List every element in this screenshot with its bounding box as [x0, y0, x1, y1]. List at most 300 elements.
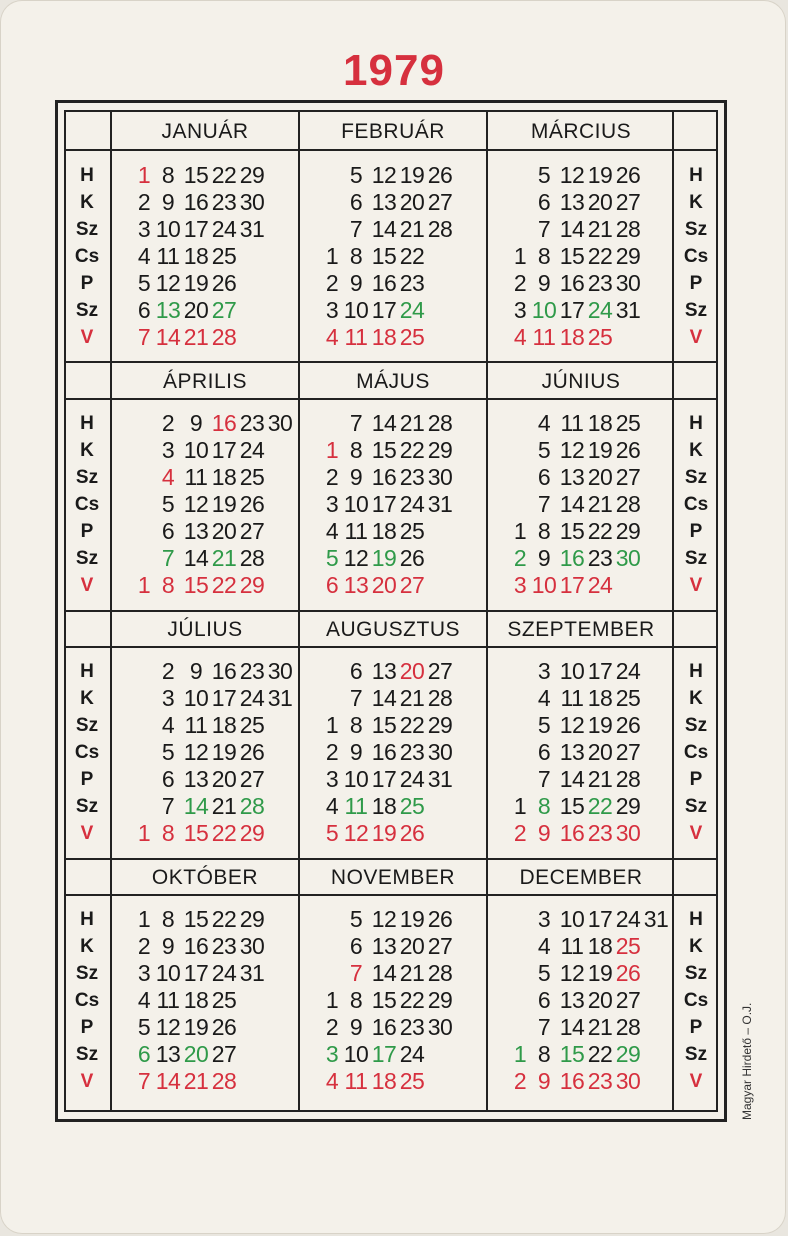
- empty-day: [266, 739, 294, 766]
- day-number: 17: [211, 437, 237, 463]
- day-label: Sz: [75, 467, 99, 488]
- empty-day: [510, 410, 530, 437]
- grid-line: [64, 361, 718, 363]
- day-label: Sz: [684, 963, 708, 984]
- day-number: 3: [537, 658, 551, 684]
- day-label: Sz: [75, 300, 99, 321]
- day-number: 21: [183, 1068, 209, 1094]
- day-number: 6: [137, 1041, 151, 1067]
- day-number: 10: [343, 491, 369, 517]
- day-number: 12: [155, 1014, 181, 1040]
- day-number: 24: [399, 1041, 425, 1067]
- day-number: 1: [325, 243, 339, 269]
- day-number: 2: [513, 1068, 527, 1094]
- day-number: 19: [183, 270, 209, 296]
- empty-day: [510, 766, 530, 793]
- day-number: 5: [349, 906, 363, 932]
- day-number: 17: [371, 766, 397, 792]
- day-number: 1: [513, 793, 527, 819]
- day-number: 22: [399, 437, 425, 463]
- empty-day: [322, 216, 342, 243]
- day-label: Sz: [75, 548, 99, 569]
- day-number: 18: [371, 324, 397, 350]
- day-number: 29: [239, 906, 265, 932]
- day-number: 4: [513, 324, 527, 350]
- month-days: [322, 410, 454, 599]
- day-number: 14: [183, 545, 209, 571]
- day-number: 28: [239, 793, 265, 819]
- grid-line: [64, 858, 718, 860]
- day-number: 25: [239, 712, 265, 738]
- day-number: 13: [371, 658, 397, 684]
- day-number: 10: [183, 685, 209, 711]
- day-label: Cs: [683, 246, 709, 267]
- empty-day: [510, 685, 530, 712]
- empty-day: [238, 243, 266, 270]
- month-name: FEBRUÁR: [341, 120, 445, 143]
- day-number: 3: [325, 297, 339, 323]
- day-number: 25: [211, 243, 237, 269]
- day-number: 29: [615, 793, 641, 819]
- day-number: 18: [587, 685, 613, 711]
- day-label: Sz: [75, 1044, 99, 1065]
- day-number: 16: [371, 1014, 397, 1040]
- empty-day: [266, 545, 294, 572]
- day-number: 1: [325, 437, 339, 463]
- day-number: 13: [183, 518, 209, 544]
- month-days: [134, 162, 266, 351]
- day-label: P: [80, 521, 94, 542]
- day-number: 22: [211, 906, 237, 932]
- day-number: 30: [239, 933, 265, 959]
- day-number: 30: [427, 1014, 453, 1040]
- day-number: 16: [559, 545, 585, 571]
- day-number: 8: [161, 906, 175, 932]
- empty-day: [238, 270, 266, 297]
- day-number: 19: [399, 906, 425, 932]
- day-number: 22: [399, 987, 425, 1013]
- day-number: 21: [211, 793, 237, 819]
- day-number: 8: [349, 712, 363, 738]
- empty-day: [266, 437, 294, 464]
- day-number: 7: [161, 545, 175, 571]
- empty-day: [134, 464, 154, 491]
- day-number: 15: [559, 793, 585, 819]
- day-number: 19: [211, 491, 237, 517]
- empty-day: [322, 960, 342, 987]
- day-number: 9: [537, 820, 551, 846]
- day-number: 16: [371, 464, 397, 490]
- day-label: V: [80, 575, 94, 596]
- day-number: 23: [399, 1014, 425, 1040]
- empty-day: [510, 739, 530, 766]
- day-number: 20: [587, 189, 613, 215]
- day-number: 16: [559, 1068, 585, 1094]
- day-number: 31: [239, 216, 265, 242]
- day-number: 23: [399, 739, 425, 765]
- day-number: 6: [349, 189, 363, 215]
- day-number: 28: [615, 491, 641, 517]
- day-label: V: [689, 327, 703, 348]
- day-number: 14: [559, 1014, 585, 1040]
- empty-day: [266, 712, 294, 739]
- day-number: 5: [325, 545, 339, 571]
- day-number: 25: [587, 324, 613, 350]
- day-number: 10: [155, 960, 181, 986]
- day-label: H: [80, 165, 94, 186]
- day-number: 3: [513, 297, 527, 323]
- day-number: 12: [155, 270, 181, 296]
- month-name: NOVEMBER: [330, 866, 456, 889]
- day-number: 17: [371, 1041, 397, 1067]
- day-number: 27: [211, 1041, 237, 1067]
- day-number: 3: [325, 766, 339, 792]
- day-number: 1: [513, 243, 527, 269]
- grid-line: [64, 894, 718, 896]
- day-number: 11: [532, 324, 556, 350]
- day-number: 12: [371, 162, 397, 188]
- day-number: 24: [615, 906, 641, 932]
- day-number: 30: [267, 658, 293, 684]
- day-number: 8: [537, 793, 551, 819]
- day-number: 27: [427, 658, 453, 684]
- day-number: 22: [587, 1041, 613, 1067]
- day-number: 22: [399, 243, 425, 269]
- day-number: 21: [587, 766, 613, 792]
- day-number: 21: [587, 491, 613, 517]
- day-number: 31: [427, 766, 453, 792]
- day-number: 19: [587, 712, 613, 738]
- day-number: 14: [559, 491, 585, 517]
- empty-day: [238, 1041, 266, 1068]
- day-number: 6: [137, 297, 151, 323]
- day-number: 18: [211, 464, 237, 490]
- day-number: 13: [371, 189, 397, 215]
- empty-day: [134, 491, 154, 518]
- day-number: 11: [344, 324, 368, 350]
- day-number: 8: [161, 162, 175, 188]
- empty-day: [322, 410, 342, 437]
- day-number: 17: [587, 906, 613, 932]
- empty-day: [510, 464, 530, 491]
- day-number: 1: [137, 162, 151, 188]
- empty-day: [642, 987, 670, 1014]
- day-number: 24: [399, 297, 425, 323]
- day-number: 9: [537, 270, 551, 296]
- day-number: 11: [344, 793, 368, 819]
- day-label: K: [689, 192, 703, 213]
- day-number: 15: [559, 1041, 585, 1067]
- day-label: Cs: [74, 246, 100, 267]
- day-number: 7: [537, 216, 551, 242]
- day-number: 28: [427, 410, 453, 436]
- day-number: 28: [615, 216, 641, 242]
- day-number: 23: [239, 658, 265, 684]
- year-title: 1979: [343, 46, 445, 95]
- day-label: K: [80, 936, 94, 957]
- day-label: P: [80, 769, 94, 790]
- day-number: 14: [371, 410, 397, 436]
- day-number: 6: [161, 518, 175, 544]
- day-label: K: [689, 936, 703, 957]
- day-number: 20: [587, 464, 613, 490]
- empty-day: [134, 545, 154, 572]
- day-number: 30: [615, 270, 641, 296]
- day-label: Cs: [74, 742, 100, 763]
- day-number: 26: [399, 545, 425, 571]
- day-number: 23: [211, 189, 237, 215]
- day-number: 5: [137, 270, 151, 296]
- day-number: 5: [325, 820, 339, 846]
- empty-day: [426, 324, 454, 351]
- day-number: 12: [559, 437, 585, 463]
- day-number: 26: [427, 162, 453, 188]
- day-number: 8: [537, 243, 551, 269]
- day-number: 5: [537, 162, 551, 188]
- day-number: 27: [427, 933, 453, 959]
- day-number: 21: [587, 216, 613, 242]
- day-number: 6: [325, 572, 339, 598]
- day-number: 6: [161, 766, 175, 792]
- month-days: [322, 906, 454, 1095]
- day-number: 14: [371, 960, 397, 986]
- day-number: 17: [183, 960, 209, 986]
- day-number: 27: [399, 572, 425, 598]
- day-label: H: [80, 661, 94, 682]
- day-label: Sz: [684, 219, 708, 240]
- empty-day: [510, 960, 530, 987]
- day-number: 25: [615, 933, 641, 959]
- empty-day: [266, 793, 294, 820]
- day-label: Cs: [683, 990, 709, 1011]
- empty-day: [510, 906, 530, 933]
- empty-day: [614, 572, 642, 599]
- day-number: 20: [399, 658, 425, 684]
- day-number: 20: [211, 766, 237, 792]
- month-days: [134, 906, 266, 1095]
- day-number: 18: [183, 243, 209, 269]
- day-number: 28: [427, 685, 453, 711]
- day-label: Sz: [684, 300, 708, 321]
- day-number: 14: [155, 1068, 181, 1094]
- day-number: 19: [183, 1014, 209, 1040]
- empty-day: [266, 572, 294, 599]
- month-days: [134, 658, 294, 847]
- day-number: 16: [183, 933, 209, 959]
- day-number: 7: [161, 793, 175, 819]
- day-number: 19: [371, 545, 397, 571]
- day-number: 3: [325, 491, 339, 517]
- day-label: P: [80, 1017, 94, 1038]
- day-number: 8: [349, 437, 363, 463]
- day-label: K: [689, 440, 703, 461]
- day-number: 18: [183, 987, 209, 1013]
- day-number: 13: [371, 933, 397, 959]
- day-number: 24: [399, 766, 425, 792]
- empty-day: [426, 243, 454, 270]
- day-number: 28: [239, 545, 265, 571]
- month-days: [510, 906, 670, 1095]
- day-number: 25: [399, 518, 425, 544]
- day-number: 23: [239, 410, 265, 436]
- month-days: [322, 658, 454, 847]
- day-label: Sz: [684, 796, 708, 817]
- day-number: 26: [211, 270, 237, 296]
- day-number: 18: [559, 324, 585, 350]
- empty-day: [238, 324, 266, 351]
- day-number: 24: [211, 216, 237, 242]
- day-number: 9: [349, 739, 363, 765]
- day-label: Sz: [684, 715, 708, 736]
- day-number: 28: [211, 324, 237, 350]
- empty-day: [266, 464, 294, 491]
- day-number: 7: [349, 216, 363, 242]
- day-number: 23: [211, 933, 237, 959]
- day-number: 28: [211, 1068, 237, 1094]
- day-number: 27: [239, 518, 265, 544]
- empty-day: [426, 820, 454, 847]
- empty-day: [510, 491, 530, 518]
- day-number: 9: [537, 545, 551, 571]
- day-label: V: [689, 823, 703, 844]
- day-number: 13: [559, 189, 585, 215]
- day-number: 2: [513, 545, 527, 571]
- day-number: 2: [137, 189, 151, 215]
- day-number: 25: [399, 324, 425, 350]
- empty-day: [266, 820, 294, 847]
- empty-day: [134, 658, 154, 685]
- empty-day: [510, 933, 530, 960]
- day-number: 22: [587, 793, 613, 819]
- day-number: 29: [427, 712, 453, 738]
- day-number: 13: [559, 739, 585, 765]
- month-name: DECEMBER: [519, 866, 643, 889]
- day-number: 23: [399, 270, 425, 296]
- day-number: 27: [615, 739, 641, 765]
- day-number: 10: [531, 297, 557, 323]
- empty-day: [134, 437, 154, 464]
- day-number: 29: [427, 987, 453, 1013]
- day-number: 4: [537, 410, 551, 436]
- empty-day: [426, 297, 454, 324]
- day-number: 7: [137, 324, 151, 350]
- day-label: Sz: [684, 548, 708, 569]
- day-number: 6: [537, 987, 551, 1013]
- day-number: 23: [587, 270, 613, 296]
- day-number: 17: [183, 216, 209, 242]
- empty-day: [322, 189, 342, 216]
- day-number: 17: [371, 297, 397, 323]
- day-number: 12: [559, 712, 585, 738]
- day-number: 10: [343, 297, 369, 323]
- day-number: 2: [161, 410, 175, 436]
- day-label: Cs: [683, 742, 709, 763]
- day-number: 7: [349, 960, 363, 986]
- day-number: 24: [211, 960, 237, 986]
- empty-day: [642, 1041, 670, 1068]
- day-number: 7: [137, 1068, 151, 1094]
- day-number: 1: [325, 987, 339, 1013]
- day-number: 30: [267, 410, 293, 436]
- day-number: 2: [325, 464, 339, 490]
- day-number: 10: [531, 572, 557, 598]
- empty-day: [510, 216, 530, 243]
- day-number: 24: [239, 437, 265, 463]
- empty-day: [510, 162, 530, 189]
- day-number: 21: [399, 960, 425, 986]
- day-label: H: [689, 165, 703, 186]
- day-number: 19: [211, 739, 237, 765]
- day-number: 26: [427, 906, 453, 932]
- day-label: Sz: [75, 963, 99, 984]
- day-number: 8: [161, 820, 175, 846]
- day-number: 8: [349, 243, 363, 269]
- day-number: 26: [615, 712, 641, 738]
- day-number: 31: [239, 960, 265, 986]
- day-number: 22: [211, 572, 237, 598]
- day-number: 11: [560, 933, 584, 959]
- day-number: 11: [344, 518, 368, 544]
- empty-day: [426, 1068, 454, 1095]
- empty-day: [510, 658, 530, 685]
- day-number: 23: [399, 464, 425, 490]
- day-number: 4: [325, 1068, 339, 1094]
- day-number: 20: [211, 518, 237, 544]
- day-number: 12: [183, 491, 209, 517]
- day-label: H: [80, 909, 94, 930]
- day-number: 11: [344, 1068, 368, 1094]
- day-number: 4: [537, 933, 551, 959]
- month-name: JANUÁR: [161, 120, 249, 143]
- day-number: 4: [325, 518, 339, 544]
- day-number: 8: [537, 1041, 551, 1067]
- day-number: 17: [587, 658, 613, 684]
- day-number: 1: [513, 518, 527, 544]
- day-label: Cs: [683, 494, 709, 515]
- day-number: 24: [587, 297, 613, 323]
- day-number: 13: [559, 987, 585, 1013]
- day-number: 4: [137, 243, 151, 269]
- day-number: 31: [427, 491, 453, 517]
- day-number: 12: [343, 545, 369, 571]
- day-number: 1: [325, 712, 339, 738]
- day-number: 20: [371, 572, 397, 598]
- day-number: 9: [189, 410, 203, 436]
- day-number: 15: [371, 712, 397, 738]
- day-number: 3: [161, 685, 175, 711]
- month-days: [134, 410, 294, 599]
- day-number: 9: [349, 1014, 363, 1040]
- day-number: 5: [537, 960, 551, 986]
- day-number: 26: [615, 960, 641, 986]
- empty-day: [238, 1014, 266, 1041]
- day-number: 12: [343, 820, 369, 846]
- day-number: 30: [239, 189, 265, 215]
- day-number: 17: [371, 491, 397, 517]
- day-number: 3: [161, 437, 175, 463]
- day-number: 21: [399, 216, 425, 242]
- day-number: 26: [399, 820, 425, 846]
- day-number: 19: [371, 820, 397, 846]
- day-label: P: [689, 769, 703, 790]
- empty-day: [426, 793, 454, 820]
- day-number: 18: [371, 1068, 397, 1094]
- day-number: 9: [349, 464, 363, 490]
- day-number: 13: [155, 1041, 181, 1067]
- day-number: 9: [189, 658, 203, 684]
- day-number: 5: [349, 162, 363, 188]
- empty-day: [322, 933, 342, 960]
